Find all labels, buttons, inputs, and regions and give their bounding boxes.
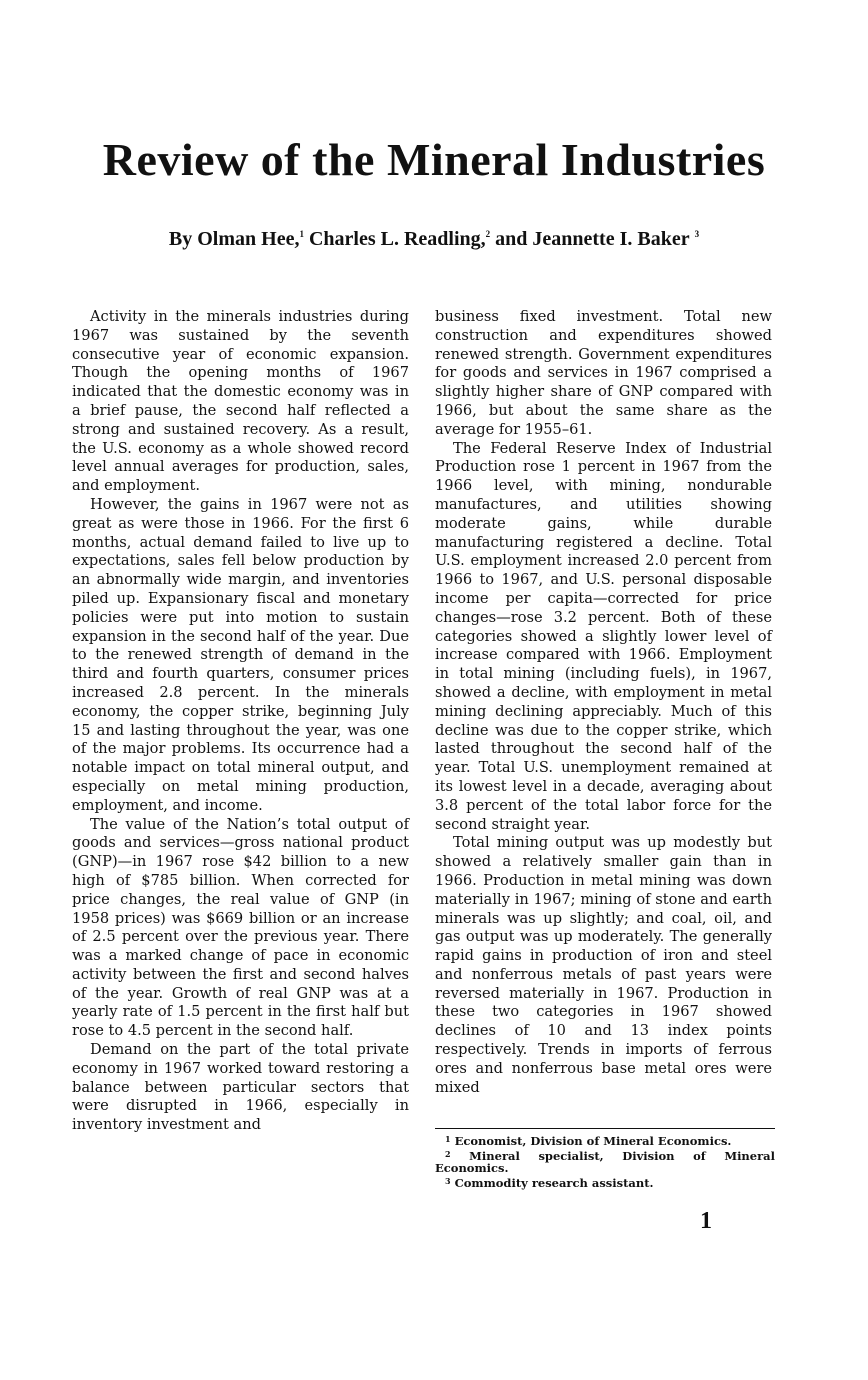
footnote-1: [435, 1133, 775, 1148]
footnotes: [435, 1128, 775, 1189]
paragraph: However, the gains in 1967 were not as great as were those in 1966. For the first 6 months, actual demand failed to live up to expectations, sales fell below production by an abnormally wide margin, and inventories piled up. Expansionary fiscal and monetary policies were put into motion to sustain expansion in the second half of the year. Due to the renewed strength of demand in the third and fourth quarters, consumer prices increased 2.8 percent. In the minerals economy, the copper strike, beginning July 15 and lasting throughout the year, was one of the major problems. Its occurrence had a notable impact on total mineral output, and especially on metal mining production, employment, and income.: [72, 495, 409, 814]
paragraph: The Federal Reserve Index of Industrial Production rose 1 percent in 1967 from the 1966 level, with mining, nondurable manufactures, and utilities showing moderate gains, while durable manufacturing registered a decline. Total U.S. employment increased 2.0 percent from 1966 to 1967, and U.S. personal disposable income per capita—corrected for price changes—rose 3.2 percent. Both of these categories showed a slightly lower level of increase compared with 1966. Employment in total mining (including fuels), in 1967, showed a decline, with employment in metal mining declining appreciably. Much of this decline was due to the copper strike, which lasted throughout the second half of the year. Total U.S. unemployment remained at its lowest level in a decade, averaging about 3.8 percent of the total labor force for the second straight year.: [435, 439, 772, 833]
paragraph: Demand on the part of the total private economy in 1967 worked toward restoring a balance between particular sectors that were disrupted in 1966, especially in inventory investment and: [72, 1041, 409, 1134]
paragraph: business fixed investment. Total new construction and expenditures showed renewed strength. Government expenditures for goods and services in 1967 comprised a slightly higher share of GNP compared with 1966, but about the same share as the average for 1955–61.: [435, 308, 772, 438]
footnote-text: Economist, Division of Mineral Economics.: [450, 1134, 732, 1148]
footnote-number: 2: [445, 1148, 451, 1159]
right-column: [435, 308, 772, 1097]
paragraph: Activity in the minerals industries during 1967 was sustained by the seventh consecutive year of economic expansion. Though the opening months of 1967 indicated that the domestic economy was in a brief pause, the second half reflected a strong and sustained recovery. As a result, the U.S. economy as a whole showed record level annual averages for production, sales, and employment.: [72, 308, 409, 495]
paragraph: Total mining output was up modestly but showed a relatively smaller gain than in 1966. Production in metal mining was down materially in 1967; mining of stone and earth minerals was up slightly; and coal, oil, and gas output was up moderately. The generally rapid gains in production of iron and steel and nonferrous metals of past years were reversed materially in 1967. Production in these two categories in 1967 showed declines of 10 and 13 index points respectively. Trends in imports of ferrous ores and nonferrous base metal ores were mixed: [435, 834, 772, 1096]
footnote-text: Commodity research assistant.: [450, 1175, 654, 1190]
footnote-ref-1[interactable]: 1: [299, 229, 304, 239]
footnote-number: 1: [445, 1134, 451, 1144]
byline: [0, 228, 868, 251]
footnote-number: 3: [445, 1175, 451, 1186]
footnote-ref-2[interactable]: 2: [485, 229, 491, 239]
footnote-ref-3[interactable]: 3: [694, 229, 700, 239]
author-2: Charles L. Readling,: [303, 228, 486, 250]
paragraph: The value of the Nation’s total output of goods and services—gross national product (GNP)—in 1967 rose $42 billion to a new high of $785 billion. When corrected for price changes, the real value of GNP (in 1958 prices) was $669 billion or an increase of 2.5 percent over the previous year. There was a marked change of pace in economic activity between the first and second halves of the year. Growth of real GNP was at a yearly rate of 1.5 percent in the first half but rose to 4.5 percent in the second half.: [72, 815, 409, 1040]
author-3: and Jeannette I. Baker: [490, 228, 690, 250]
page-number: 1: [700, 1208, 712, 1234]
left-column: [72, 308, 409, 1135]
page-title: Review of the Mineral Industries: [102, 134, 766, 185]
footnote-2: [435, 1148, 775, 1175]
footnote-3: [435, 1175, 775, 1190]
footnote-text: Mineral specialist, Division of Mineral Economics.: [435, 1148, 775, 1175]
author-1: By Olman Hee,: [168, 228, 300, 250]
